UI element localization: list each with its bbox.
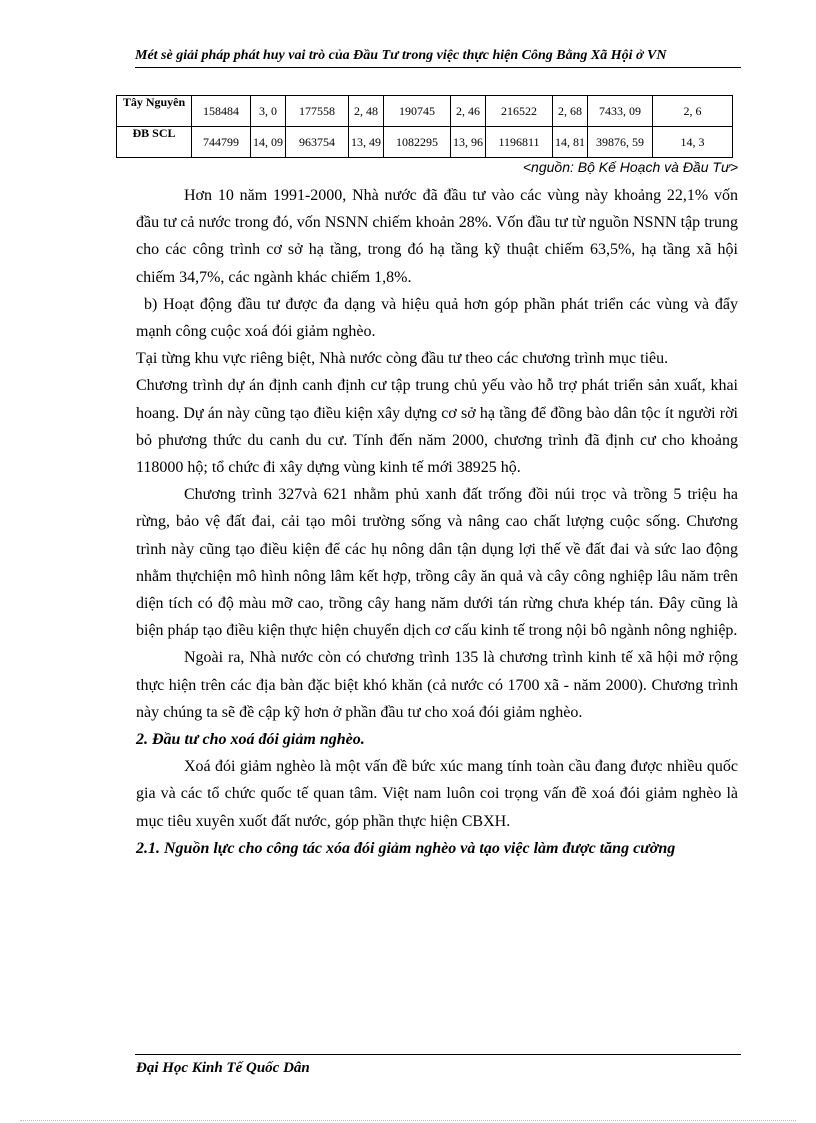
- paragraph: Tại từng khu vực riêng biệt, Nhà nước còng đầu tư theo các chương trình mục tiêu.: [136, 350, 669, 368]
- table-cell: 2, 6: [653, 96, 733, 127]
- subsection-heading: 2.1. Nguồn lực cho công tác xóa đói giảm nghèo và tạo việc làm được tăng cường: [136, 839, 676, 857]
- paragraph: b) Hoạt động đầu tư được đa dạng và hiệu quả hơn góp phần phát triển các vùng và đẩy mạnh công cuộc xoá đói giảm nghèo.: [136, 295, 738, 341]
- paragraph: Chương trình dự án định canh định cư tập trung chủ yếu vào hỗ trợ phát triển sản xuất, khai hoang. Dự án này cũng tạo điều kiện xây dựng cơ sở hạ tầng để đồng bào dân tộc ít người rời bỏ phương thức du canh du cư. Tính đến năm 2000, chương trình đã định cư cho khoảng 118000 hộ; tổ chức đi xây dựng vùng kinh tế mới 38925 hộ.: [136, 377, 738, 477]
- page-edge-divider: [20, 1120, 796, 1121]
- table-cell: 2, 48: [349, 96, 384, 127]
- table-cell-region: ĐB SCL: [117, 127, 192, 158]
- table-cell: 14, 81: [553, 127, 588, 158]
- table-cell: 14, 09: [251, 127, 286, 158]
- table-row: [117, 127, 733, 158]
- table-source-note: <nguồn: Bộ Kế Hoạch và Đầu Tư>: [522, 159, 738, 175]
- paragraph: Chương trình 327và 621 nhằm phủ xanh đất trống đồi núi trọc và trồng 5 triệu ha rừng, bảo vệ đất đai, cải tạo môi trường sống và nâng cao chất lượng cuộc sống. Chương trình này cũng tạo điều kiện để các hụ nông dân tận dụng lợi thế về đất đai và sức lao động nhằm thựchiện mô hình nông lâm kết hợp, trồng cây ăn quả và cây công nghiệp lâu năm trên diện tích có độ màu mỡ cao, trồng cây hang năm dưới tán rừng chưa khép tán. Đây cũng là biện pháp tạo điều kiện thực hiện chuyển dịch cơ cấu kinh tế trong nội bô ngành nông nghiệp.: [136, 486, 738, 640]
- footer-divider: [135, 1054, 741, 1055]
- paragraph: Xoá đói giảm nghèo là một vấn đề bức xúc mang tính toàn cầu đang được nhiều quốc gia và các tổ chức quốc tế quan tâm. Việt nam luôn coi trọng vấn đề xoá đói giảm nghèo là mục tiêu xuyên xuốt đất nước, góp phần thực hiện CBXH.: [136, 758, 738, 830]
- table-cell-region: Tây Nguyên: [117, 96, 192, 127]
- paragraph: Ngoài ra, Nhà nước còn có chương trình 135 là chương trình kinh tế xã hội mở rộng thực hiện trên các địa bàn đặc biệt khó khăn (cả nước có 1700 xã - năm 2000). Chương trình này chúng ta sẽ đề cập kỹ hơn ở phần đầu tư cho xoá đói giảm nghèo.: [136, 649, 738, 721]
- table-cell: 190745: [384, 96, 451, 127]
- table-cell: 3, 0: [251, 96, 286, 127]
- table-cell: 963754: [286, 127, 349, 158]
- table-cell: 2, 68: [553, 96, 588, 127]
- table-cell: 216522: [486, 96, 553, 127]
- table-cell: 177558: [286, 96, 349, 127]
- table-cell: 744799: [192, 127, 251, 158]
- paragraph: Hơn 10 năm 1991-2000, Nhà nước đã đầu tư vào các vùng này khoảng 22,1% vốn đầu tư cả nước trong đó, vốn NSNN chiếm khoản 28%. Vốn đầu tư từ nguồn NSNN tập trung cho các công trình cơ sở hạ tầng, trong đó hạ tầng kỹ thuật chiếm 63,5%, hạ tầng xã hội chiếm 34,7%, các ngành khác chiếm 1,8%.: [136, 187, 738, 286]
- investment-table: [116, 95, 733, 158]
- page-header: Mét sè giải pháp phát huy vai trò của Đầu Tư trong việc thực hiện Công Bằng Xã Hội ở VN: [135, 48, 741, 68]
- table-cell: 158484: [192, 96, 251, 127]
- table-cell: 39876, 59: [588, 127, 653, 158]
- table-cell: 7433, 09: [588, 96, 653, 127]
- document-body: [136, 182, 738, 862]
- table-cell: 14, 3: [653, 127, 733, 158]
- table-row: [117, 96, 733, 127]
- table-cell: 2, 46: [451, 96, 486, 127]
- table-cell: 13, 49: [349, 127, 384, 158]
- page-footer: Đại Học Kinh Tế Quốc Dân: [136, 1060, 310, 1076]
- section-heading: 2. Đầu tư cho xoá đói giảm nghèo.: [136, 731, 365, 749]
- table-cell: 13, 96: [451, 127, 486, 158]
- table-cell: 1082295: [384, 127, 451, 158]
- table-cell: 1196811: [486, 127, 553, 158]
